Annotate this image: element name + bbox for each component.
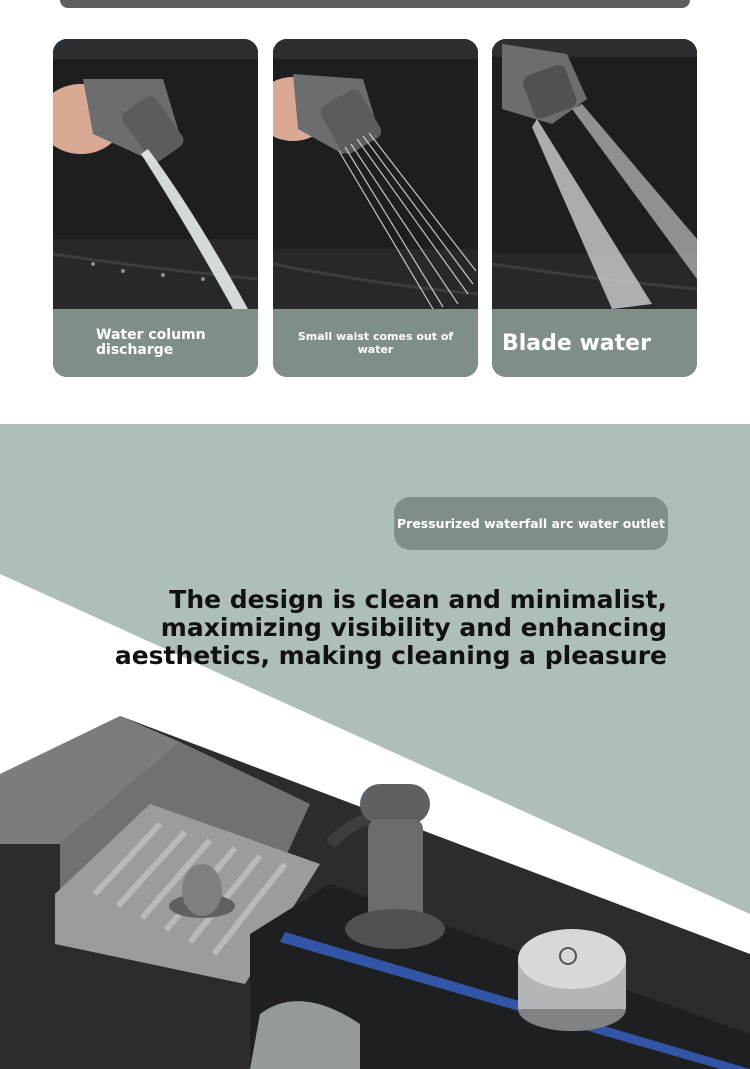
waterfall-outlet-label: Pressurized waterfall arc water outlet	[394, 497, 668, 550]
water-column-photo	[53, 39, 258, 309]
headline-line: The design is clean and minimalist,	[169, 585, 667, 614]
spray-mode-card-small-waist	[273, 39, 478, 377]
spray-mode-card-blade-water	[492, 39, 697, 377]
blade-water-caption: Blade water	[492, 309, 697, 377]
headline-line: maximizing visibility and enhancing	[160, 613, 667, 642]
top-image-strip	[60, 0, 690, 8]
design-headline	[115, 586, 667, 670]
small-waist-photo	[273, 39, 478, 309]
small-waist-caption: Small waist comes out of water	[273, 309, 478, 377]
water-column-caption: Water column discharge	[53, 309, 258, 377]
blade-water-photo	[492, 39, 697, 309]
spray-mode-card-water-column	[53, 39, 258, 377]
headline-line: aesthetics, making cleaning a pleasure	[114, 641, 667, 670]
